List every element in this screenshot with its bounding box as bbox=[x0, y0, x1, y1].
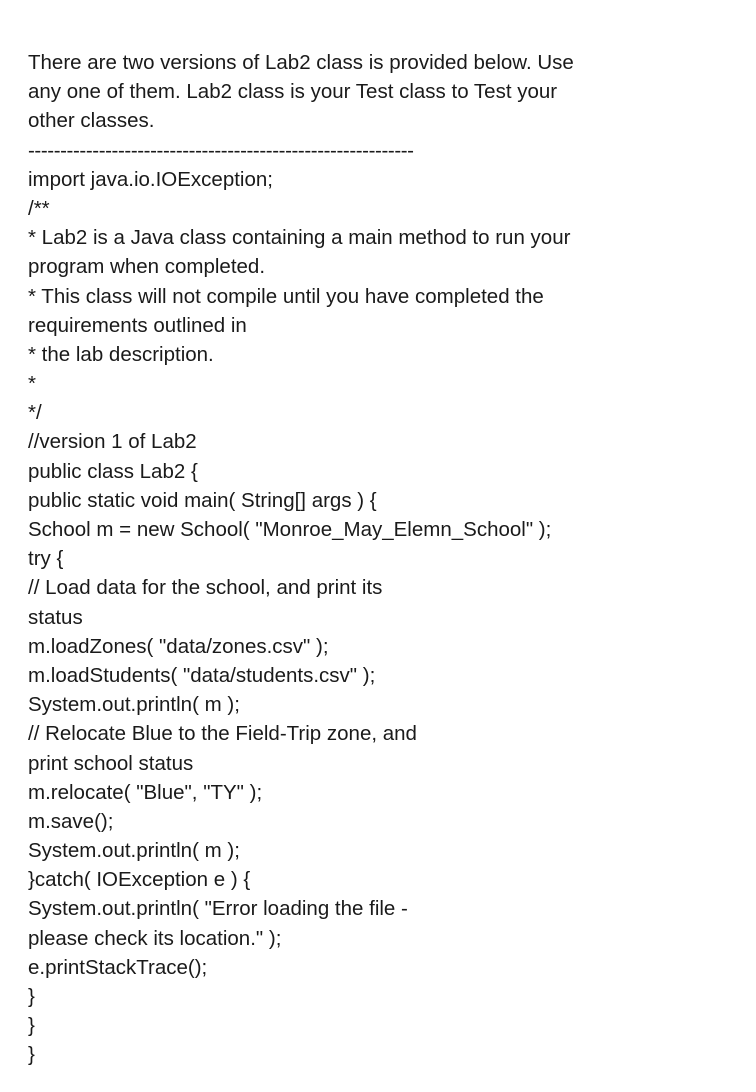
code-line-main-decl: public static void main( String[] args ) { bbox=[28, 488, 377, 512]
intro-line-2: any one of them. Lab2 class is your Test class to Test your bbox=[28, 80, 558, 104]
code-line-class-decl: public class Lab2 { bbox=[28, 459, 198, 483]
code-line-println-2: System.out.println( m ); bbox=[28, 839, 240, 863]
code-line-error-println-1: System.out.println( "Error loading the file - bbox=[28, 897, 408, 921]
code-line-println-1: System.out.println( m ); bbox=[28, 693, 240, 717]
code-line-comment-2: program when completed. bbox=[28, 255, 266, 279]
code-line-version-comment: //version 1 of Lab2 bbox=[28, 430, 197, 454]
code-line-close-brace-3: } bbox=[28, 1043, 35, 1067]
code-line-school-new: School m = new School( "Monroe_May_Elemn_School" ); bbox=[28, 518, 552, 541]
code-line-load-comment-2: status bbox=[28, 605, 83, 629]
code-line-try: try { bbox=[28, 547, 64, 571]
code-line-close-brace-2: } bbox=[28, 1014, 35, 1038]
code-line-comment-5: * the lab description. bbox=[28, 342, 214, 366]
code-line-relocate-comment-2: print school status bbox=[28, 751, 194, 775]
code-line-import: import java.io.IOException; bbox=[28, 167, 273, 191]
code-line-stacktrace: e.printStackTrace(); bbox=[28, 955, 208, 979]
separator-line: ------------------------------------------------------------ bbox=[28, 138, 414, 162]
intro-line-3: other classes. bbox=[28, 109, 155, 133]
code-line-comment-1: * Lab2 is a Java class containing a main method to run your bbox=[28, 226, 571, 250]
code-line-comment-3: * This class will not compile until you have completed the bbox=[28, 284, 544, 308]
document-body bbox=[28, 48, 728, 1070]
code-line-comment-6: * bbox=[28, 372, 36, 396]
code-line-catch: }catch( IOException e ) { bbox=[28, 868, 251, 892]
code-line-error-println-2: please check its location." ); bbox=[28, 926, 282, 950]
code-line-comment-4: requirements outlined in bbox=[28, 313, 247, 337]
code-line-relocate: m.relocate( "Blue", "TY" ); bbox=[28, 780, 263, 804]
code-line-comment-open: /** bbox=[28, 196, 50, 220]
code-line-load-comment-1: // Load data for the school, and print its bbox=[28, 576, 383, 600]
code-line-close-brace-1: } bbox=[28, 985, 35, 1008]
code-line-save: m.save(); bbox=[28, 809, 114, 833]
code-line-load-students: m.loadStudents( "data/students.csv" ); bbox=[28, 663, 376, 687]
code-line-comment-close: */ bbox=[28, 401, 42, 425]
code-line-load-zones: m.loadZones( "data/zones.csv" ); bbox=[28, 634, 329, 658]
intro-line-1: There are two versions of Lab2 class is provided below. Use bbox=[28, 51, 574, 74]
code-line-relocate-comment-1: // Relocate Blue to the Field-Trip zone, and bbox=[28, 722, 417, 746]
